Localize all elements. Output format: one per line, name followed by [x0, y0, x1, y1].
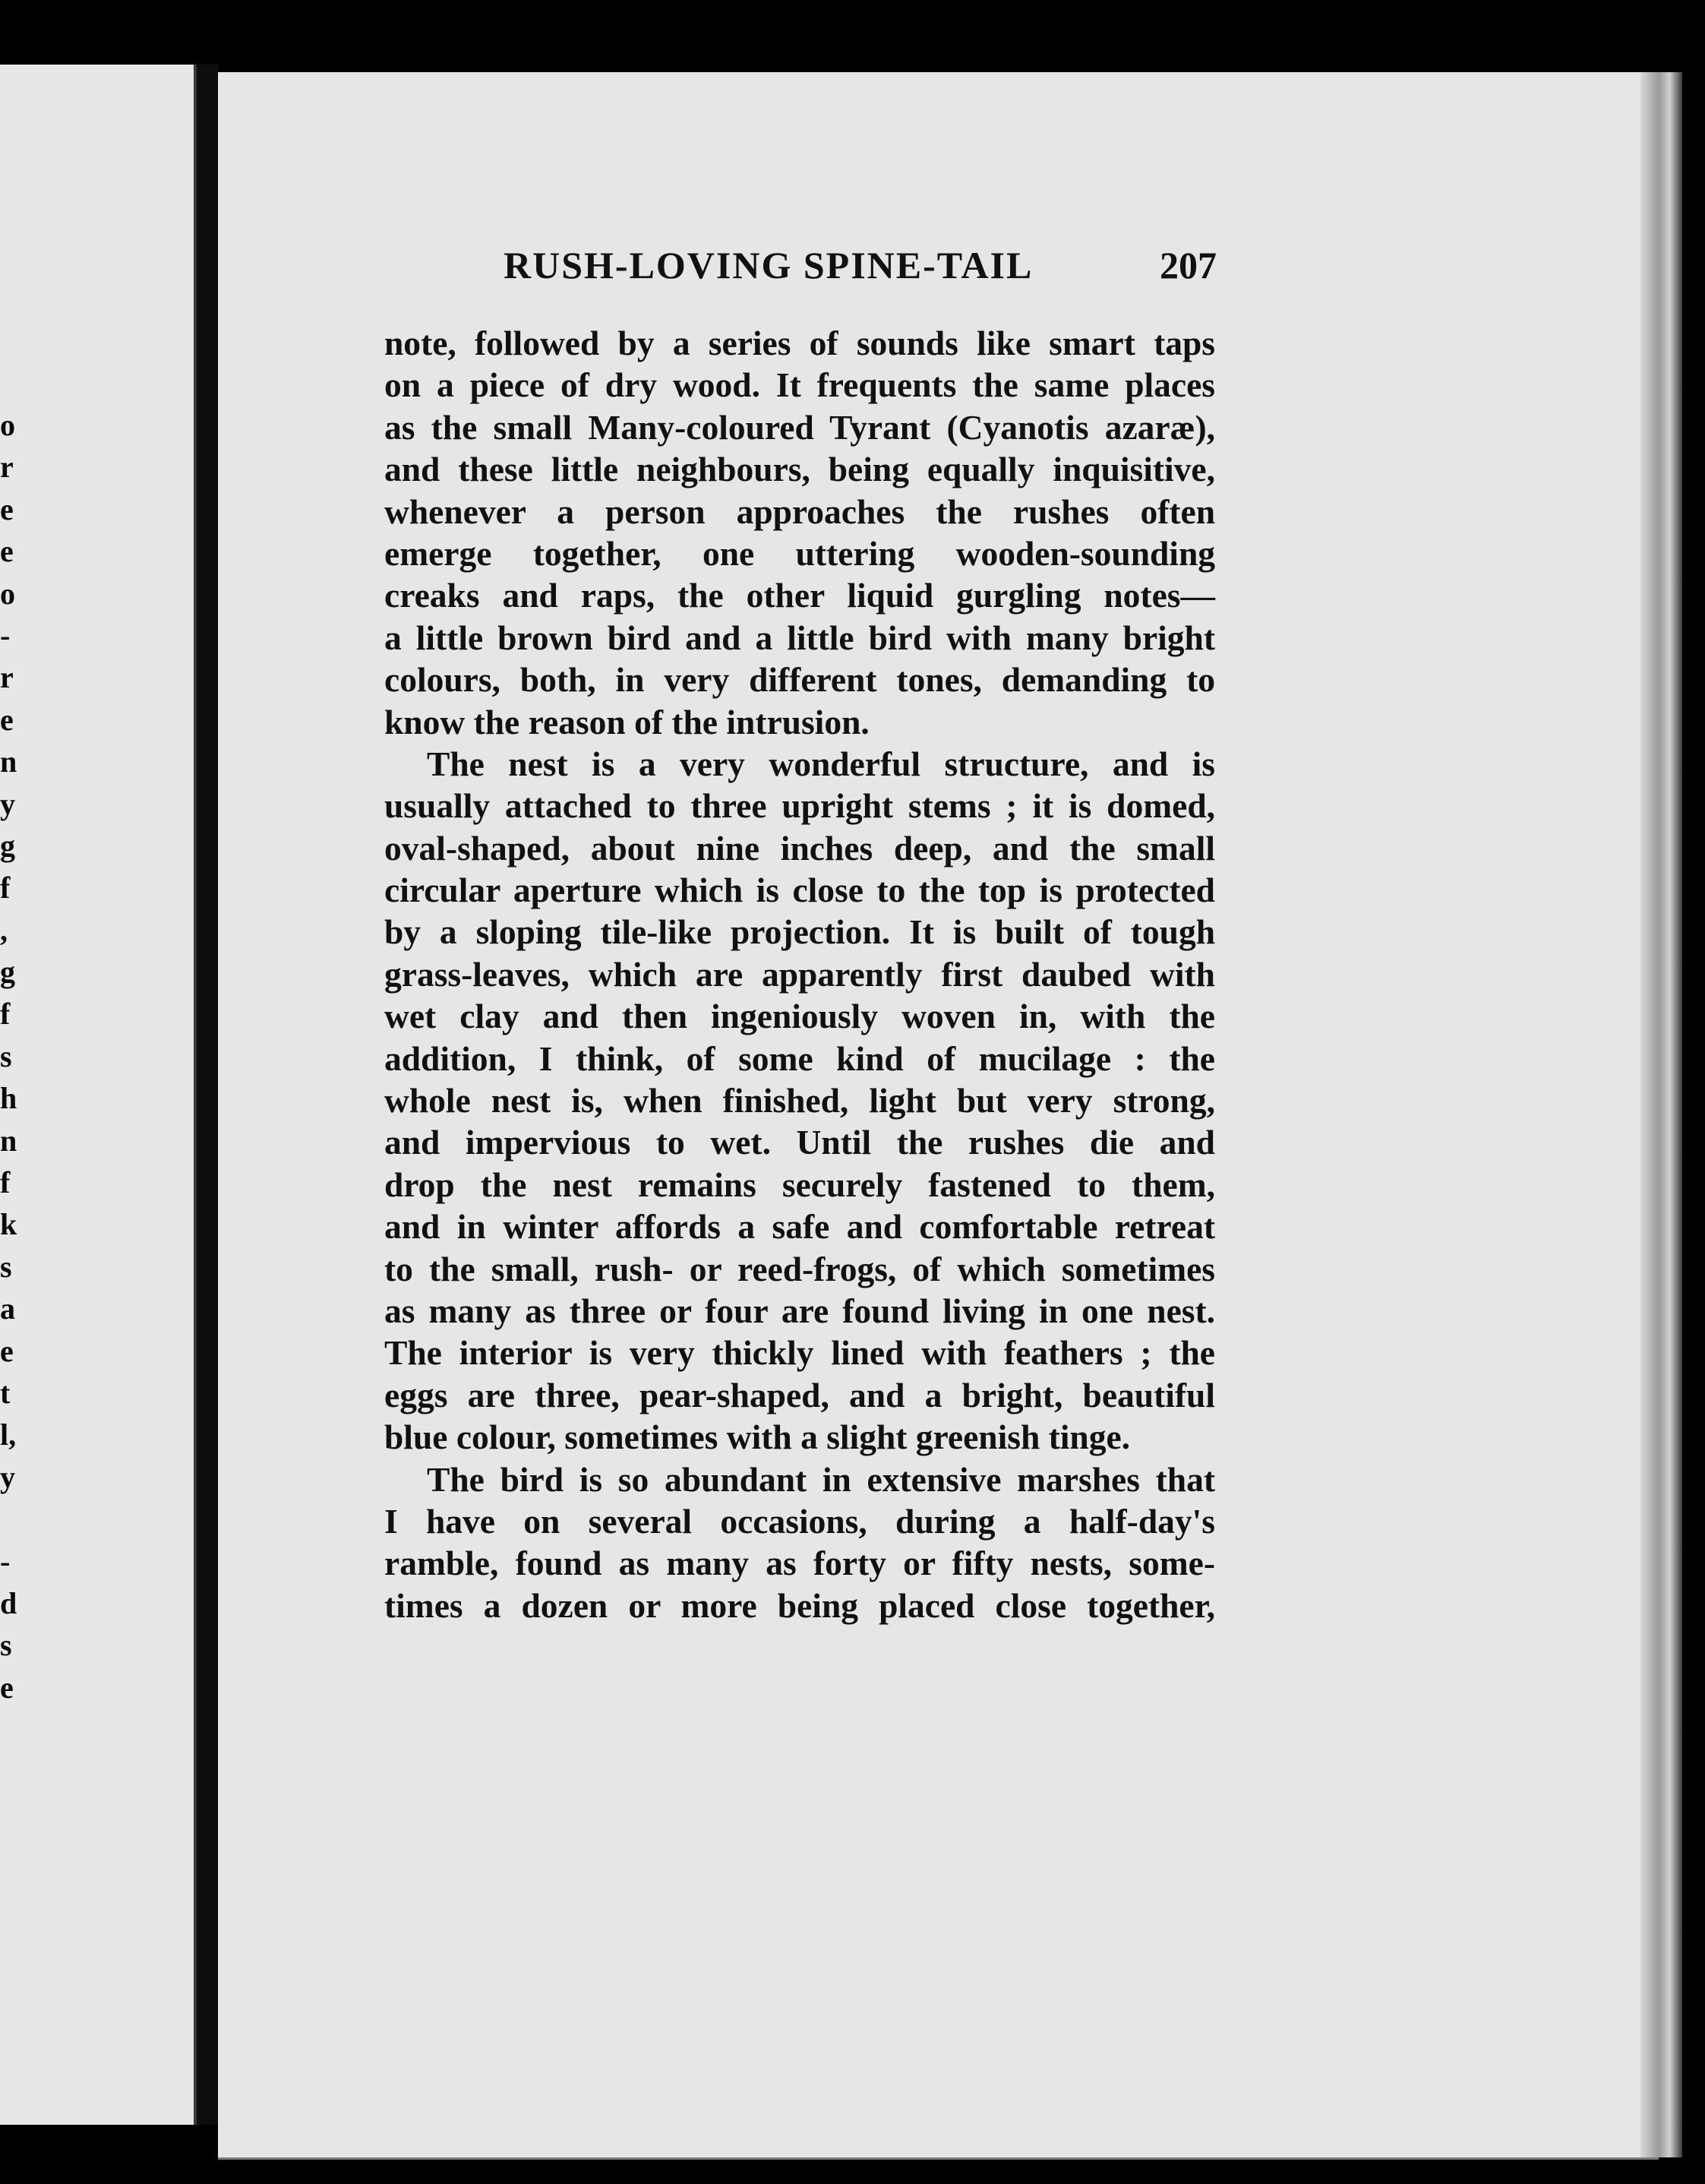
- facing-page-letter: s: [0, 1038, 12, 1073]
- text-line: oval-shaped, about nine inches deep, and the small: [384, 828, 1215, 868]
- text-line: by a sloping tile-like projection. It is built of tough: [384, 912, 1215, 952]
- facing-page-letter: e: [0, 1333, 14, 1368]
- body-text: [384, 322, 1215, 1626]
- facing-page-letter: a: [0, 1291, 15, 1326]
- text-line: as the small Many-coloured Tyrant (Cyanotis azaræ),: [384, 407, 1215, 447]
- text-line: and these little neighbours, being equally inquisitive,: [384, 450, 1215, 489]
- facing-page-letter: s: [0, 1628, 12, 1663]
- text-line: ramble, found as many as forty or fifty nests, some-: [384, 1544, 1215, 1583]
- text-line: The bird is so abundant in extensive marshes that: [427, 1459, 1215, 1499]
- text-line: usually attached to three upright stems ; it is domed,: [384, 786, 1215, 826]
- text-line: eggs are three, pear-shaped, and a bright, beautiful: [384, 1375, 1215, 1414]
- facing-page-letter: f: [0, 1165, 11, 1200]
- facing-page-letter: e: [0, 702, 14, 737]
- text-line: note, followed by a series of sounds like smart taps: [384, 324, 1215, 362]
- text-line: The nest is a very wonderful structure, and is: [427, 744, 1215, 783]
- facing-page-letter: r: [0, 450, 14, 485]
- text-line: and in winter affords a safe and comfortable retreat: [384, 1207, 1215, 1247]
- text-line: to the small, rush- or reed-frogs, of which sometimes: [384, 1249, 1215, 1288]
- text-line: drop the nest remains securely fastened to them,: [384, 1165, 1215, 1204]
- facing-page-letter: g: [0, 955, 15, 990]
- facing-page-letter: [0, 1498, 23, 1540]
- text-line: whenever a person approaches the rushes often: [384, 491, 1215, 531]
- text-line: and impervious to wet. Until the rushes die and: [384, 1123, 1215, 1162]
- text-line: emerge together, one uttering wooden-sounding: [384, 533, 1215, 573]
- text-line: blue colour, sometimes with a slight greenish tinge.: [384, 1418, 1131, 1457]
- facing-page-letter: o: [0, 576, 15, 611]
- facing-page-letter: -: [0, 1544, 11, 1579]
- text-line: as many as three or four are found living in one nest.: [384, 1291, 1215, 1330]
- text-line: creaks and raps, the other liquid gurgling notes—: [384, 576, 1215, 615]
- text-line: colours, both, in very different tones, demanding to: [384, 660, 1215, 700]
- facing-page-letter: f: [0, 871, 11, 906]
- facing-page-letter: n: [0, 1123, 17, 1158]
- facing-page-letter: t: [0, 1375, 11, 1410]
- facing-page-letter: g: [0, 828, 15, 863]
- running-head: [380, 243, 1217, 296]
- text-line: The interior is very thickly lined with feathers ; the: [384, 1333, 1215, 1373]
- text-line: know the reason of the intrusion.: [384, 702, 870, 741]
- book-gutter: [197, 65, 218, 2125]
- facing-page-letter: ,: [0, 912, 8, 947]
- page-edge: [1640, 72, 1682, 2157]
- text-line: I have on several occasions, during a half-day's: [384, 1501, 1215, 1541]
- facing-page-letter: f: [0, 997, 11, 1032]
- text-line: on a piece of dry wood. It frequents the same places: [384, 365, 1215, 405]
- facing-page-letter: d: [0, 1585, 17, 1620]
- facing-page: [0, 65, 197, 2125]
- text-line: whole nest is, when finished, light but very strong,: [384, 1081, 1215, 1120]
- facing-page-text-edge: [0, 404, 23, 1708]
- text-line: addition, I think, of some kind of mucilage : the: [384, 1038, 1215, 1078]
- facing-page-letter: y: [0, 786, 15, 821]
- facing-page-letter: s: [0, 1249, 12, 1284]
- text-line: times a dozen or more being placed close together,: [384, 1585, 1215, 1625]
- facing-page-letter: n: [0, 744, 17, 779]
- text-line: grass-leaves, which are apparently first daubed with: [384, 954, 1215, 994]
- facing-page-letter: e: [0, 491, 14, 526]
- page-number: 207: [1160, 244, 1217, 286]
- facing-page-letter: e: [0, 1670, 14, 1705]
- facing-page-letter: r: [0, 660, 14, 695]
- text-line: a little brown bird and a little bird with many bright: [384, 618, 1215, 657]
- text-line: wet clay and then ingeniously woven in, with the: [384, 997, 1215, 1036]
- text-line: circular aperture which is close to the top is protected: [384, 871, 1215, 910]
- running-title: RUSH-LOVING SPINE-TAIL: [504, 244, 1034, 286]
- facing-page-letter: k: [0, 1207, 17, 1242]
- facing-page-letter: e: [0, 534, 14, 569]
- facing-page-letter: o: [0, 408, 15, 442]
- facing-page-letter: y: [0, 1459, 15, 1494]
- facing-page-letter: l,: [0, 1418, 17, 1452]
- facing-page-letter: -: [0, 618, 11, 653]
- facing-page-letter: h: [0, 1081, 17, 1116]
